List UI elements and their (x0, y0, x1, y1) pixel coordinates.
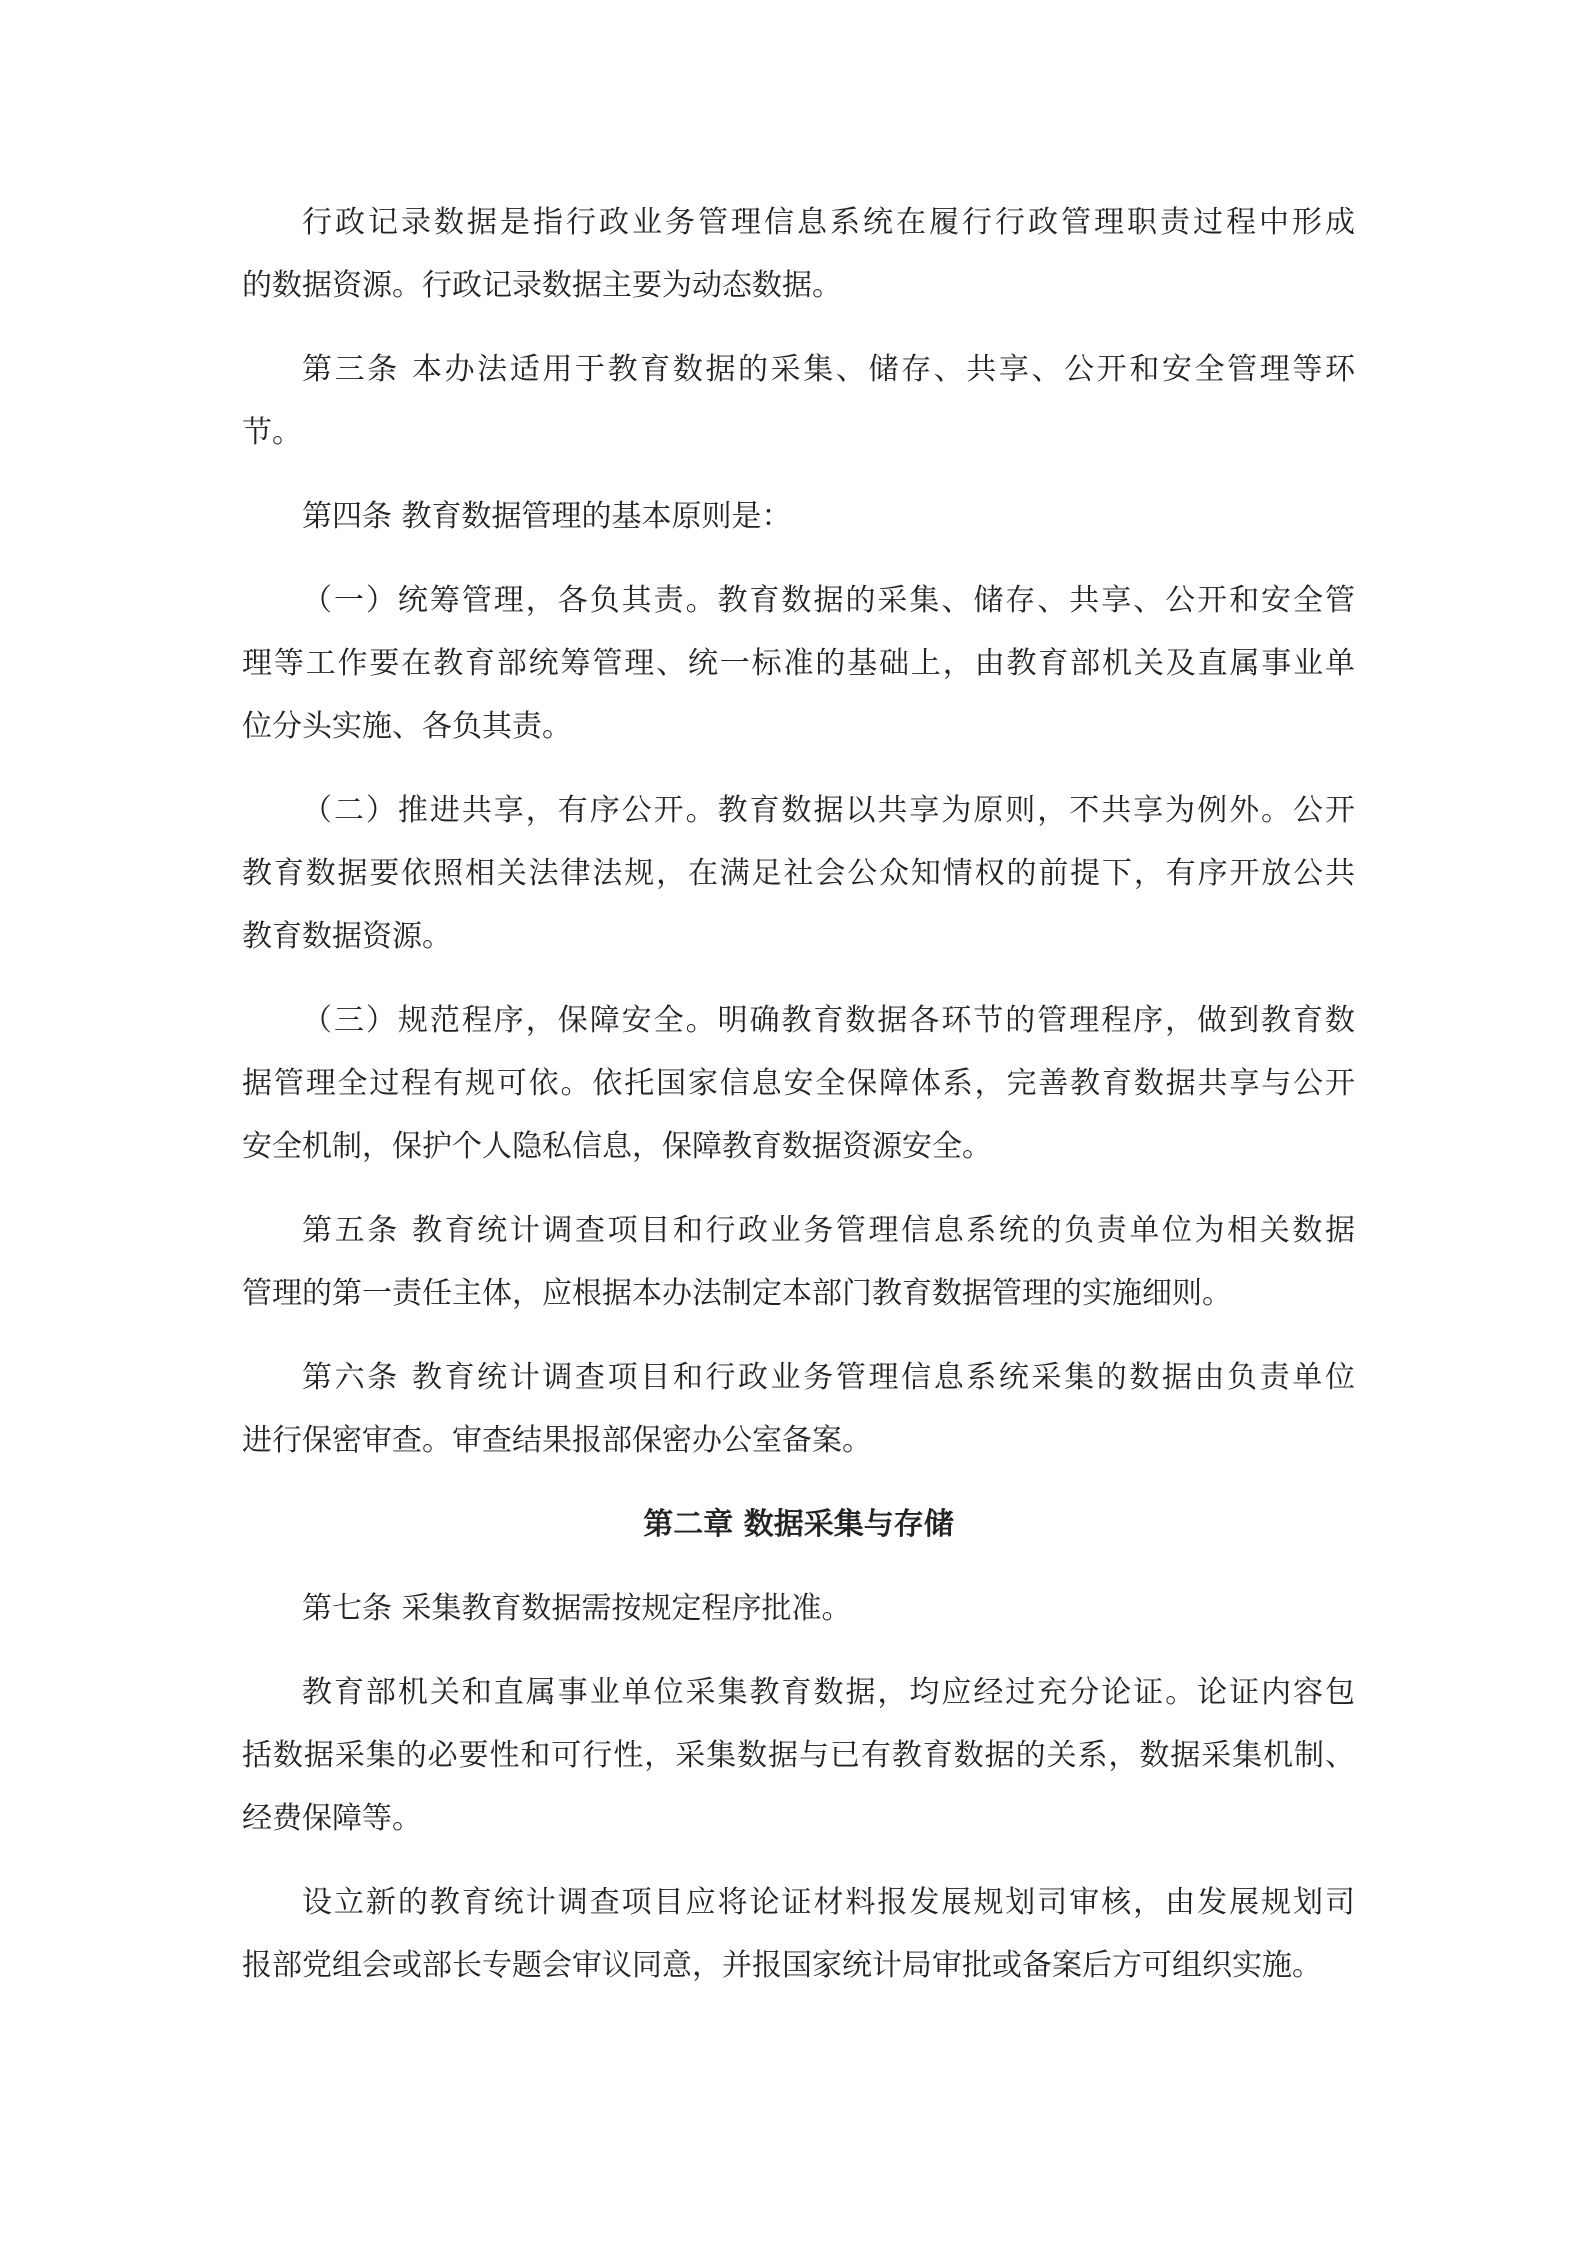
text-line: 据管理全过程有规可依。依托国家信息安全保障体系，完善教育数据共享与公开 (242, 1066, 1355, 1101)
text-line: 教育部机关和直属事业单位采集教育数据，均应经过充分论证。论证内容包 (302, 1675, 1355, 1710)
paragraph (242, 989, 1355, 1178)
text-line: 节。 (242, 415, 302, 450)
text-line: （一）统筹管理，各负其责。教育数据的采集、储存、共享、公开和安全管 (302, 583, 1355, 618)
text-line: 第二章 数据采集与存储 (643, 1507, 954, 1542)
paragraph (242, 1871, 1355, 1997)
paragraph (242, 569, 1355, 758)
text-line: 的数据资源。行政记录数据主要为动态数据。 (242, 268, 842, 303)
text-line: 理等工作要在教育部统筹管理、统一标准的基础上，由教育部机关及直属事业单 (242, 646, 1355, 681)
paragraph (242, 1346, 1355, 1472)
text-line: 教育数据资源。 (242, 919, 452, 954)
text-line: 位分头实施、各负其责。 (242, 709, 572, 744)
text-line: 第三条 本办法适用于教育数据的采集、储存、共享、公开和安全管理等环 (302, 352, 1355, 387)
text-line: 经费保障等。 (242, 1801, 422, 1836)
paragraph (242, 1577, 1355, 1640)
text-line: 报部党组会或部长专题会审议同意，并报国家统计局审批或备案后方可组织实施。 (242, 1948, 1322, 1983)
text-line: （三）规范程序，保障安全。明确教育数据各环节的管理程序，做到教育数 (302, 1003, 1355, 1038)
text-line: 设立新的教育统计调查项目应将论证材料报发展规划司审核，由发展规划司 (302, 1885, 1355, 1920)
text-line: 管理的第一责任主体，应根据本办法制定本部门教育数据管理的实施细则。 (242, 1276, 1232, 1311)
text-line: 第六条 教育统计调查项目和行政业务管理信息系统采集的数据由负责单位 (302, 1360, 1355, 1395)
paragraph (242, 338, 1355, 464)
text-line: 教育数据要依照相关法律法规，在满足社会公众知情权的前提下，有序开放公共 (242, 856, 1355, 891)
text-line: （二）推进共享，有序公开。教育数据以共享为原则，不共享为例外。公开 (302, 793, 1355, 828)
text-line: 括数据采集的必要性和可行性，采集数据与已有教育数据的关系，数据采集机制、 (242, 1738, 1355, 1773)
paragraph (242, 1199, 1355, 1325)
text-line: 第七条 采集教育数据需按规定程序批准。 (302, 1591, 852, 1626)
text-line: 行政记录数据是指行政业务管理信息系统在履行行政管理职责过程中形成 (302, 205, 1355, 240)
chapter-heading (242, 1493, 1355, 1556)
document-body (242, 191, 1355, 2018)
paragraph (242, 1661, 1355, 1850)
paragraph (242, 485, 1355, 548)
paragraph (242, 779, 1355, 968)
text-line: 安全机制，保护个人隐私信息，保障教育数据资源安全。 (242, 1129, 992, 1164)
text-line: 第五条 教育统计调查项目和行政业务管理信息系统的负责单位为相关数据 (302, 1213, 1355, 1248)
text-line: 第四条 教育数据管理的基本原则是： (302, 499, 792, 534)
text-line: 进行保密审查。审查结果报部保密办公室备案。 (242, 1423, 872, 1458)
paragraph (242, 191, 1355, 317)
